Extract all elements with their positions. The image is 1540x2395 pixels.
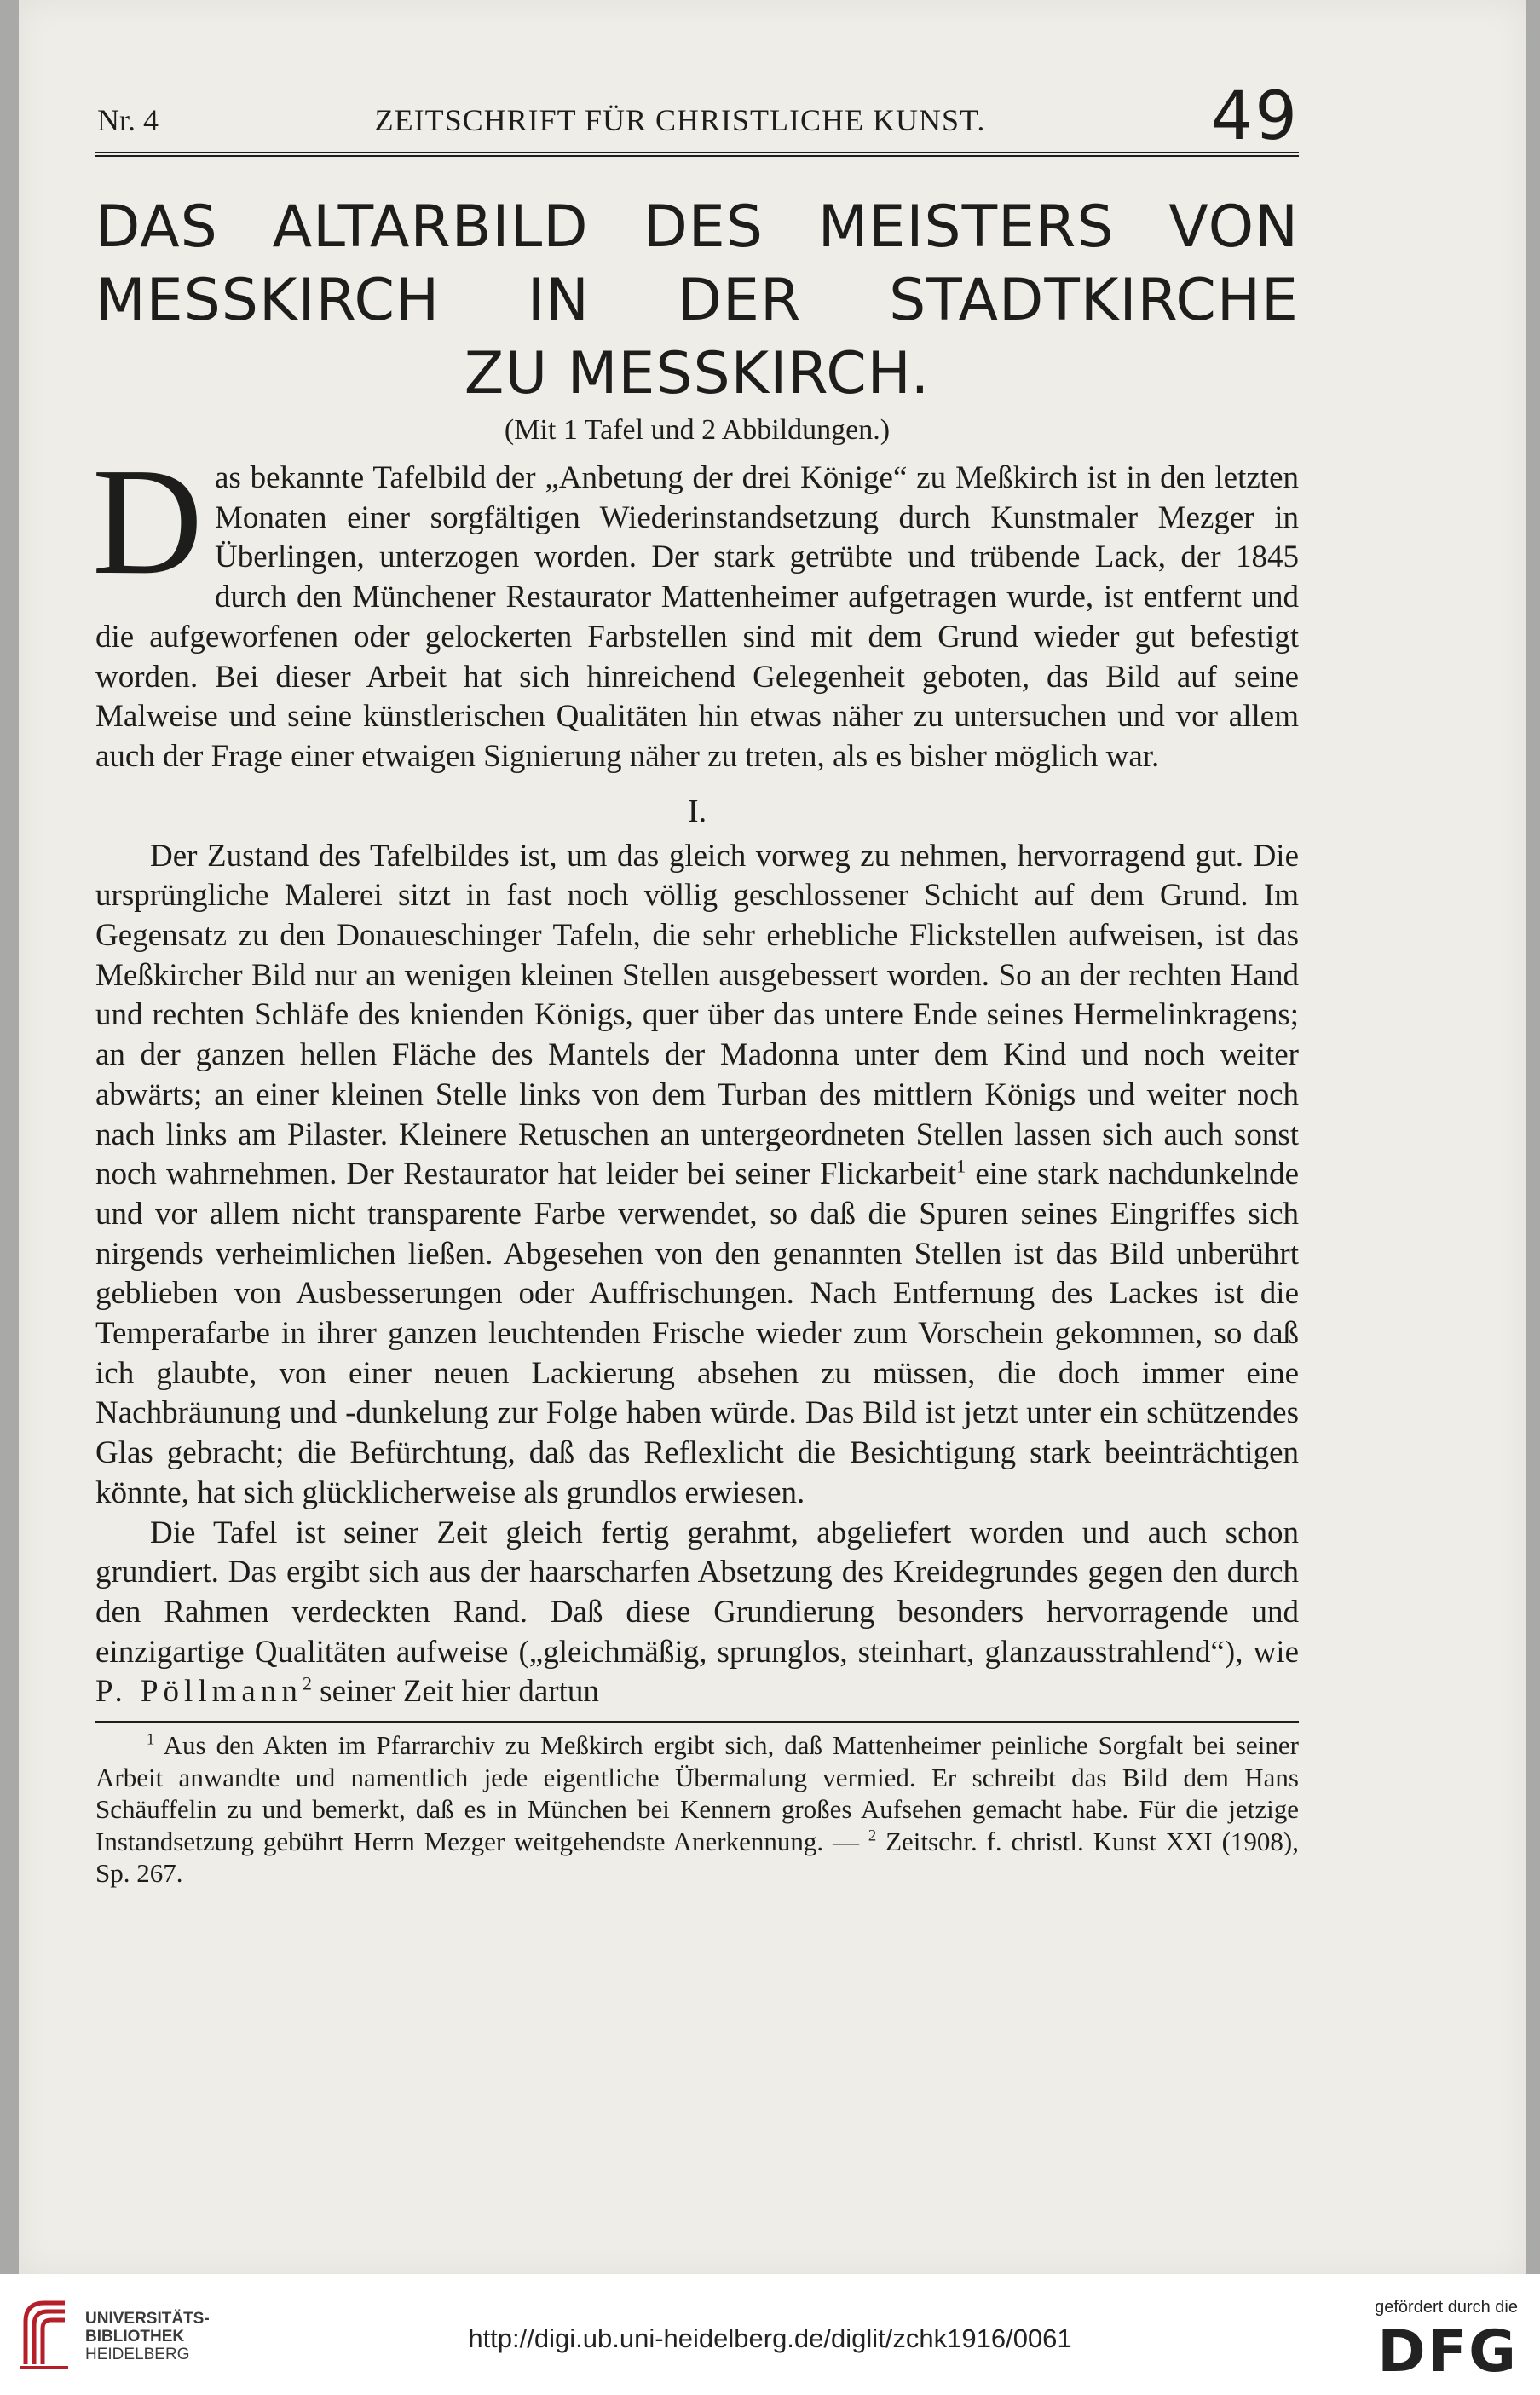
paragraph-ground-text-b: seiner Zeit hier dartun	[311, 1674, 599, 1710]
paragraph-intro-text: as bekannte Tafelbild der „Anbetung der drei Könige“ zu Meßkirch ist in den letzten Monaten einer sorgfältigen Wiederinstandsetzung durch Kunstmaler Mezger in Überlingen, unterzogen worden. Der stark getrübte und trübende Lack, der 1845 durch den Münchener Restaurator Mattenheimer aufgetragen wurde, ist entfernt und die aufgeworfenen oder gelockerten Farbstellen sind mit dem Grund wieder gut befestigt worden. Bei dieser Arbeit hat sich hinreichend Gelegenheit geboten, das Bild auf seine Malweise und seine künstlerischen Qualitäten hin etwas näher zu untersuchen und vor allem auch der Frage einer etwaigen Signierung näher zu treten, als es bisher möglich war.	[95, 460, 1299, 774]
paragraph-condition	[95, 837, 1299, 1514]
paragraph-ground-text-a: Die Tafel ist seiner Zeit gleich fertig gerahmt, abgeliefert worden und auch schon grundiert. Das ergibt sich aus der haarscharfen Absetzung des Kreidegrundes gegen den durch den Rahmen verdeckten Rand. Daß diese Grundierung besonders hervorragende und einzigartige Qualitäten aufweise („gleichmäßig, sprunglos, steinhart, glanzausstrahlend“), wie	[95, 1515, 1299, 1670]
funding-credit	[1375, 2298, 1518, 2386]
footnotes	[95, 1729, 1299, 1890]
funding-credit-text: gefördert durch die	[1375, 2298, 1518, 2317]
title-line-3: ZU MESSKIRCH.	[464, 340, 931, 407]
footnote-mark-1: 1	[147, 1730, 155, 1749]
drop-cap: D	[92, 436, 203, 606]
footnote-1-text: Aus den Akten im Pfarrarchiv zu Meßkirch ergibt sich, daß Mattenheimer peinliche Sorgfalt bei seiner Arbeit anwandte und namentlich jede eigentliche Übermalung vermied. Er schreibt das Bild dem Hans Schäuffelin zu und bemerkt, daß es in München bei Kennern großes Aufsehen gemacht habe. Für die jetzige Instandsetzung gebührt Herrn Mezger weitgehendste Anerkennung. —	[95, 1730, 1299, 1856]
footnote-ref-2: 2	[302, 1673, 312, 1695]
title-line-2: MESSKIRCH IN DER STADTKIRCHE	[95, 267, 1299, 334]
library-name-line-1: UNIVERSITÄTS-	[85, 2310, 210, 2328]
page-content	[92, 78, 1299, 1890]
journal-title: ZEITSCHRIFT FÜR CHRISTLICHE KUNST.	[374, 103, 986, 137]
section-heading: I.	[687, 793, 707, 829]
footnote-2-text: Zeitschr. f. christl. Kunst XXI (1908), Sp. 267.	[95, 1826, 1299, 1889]
article-subtitle: (Mit 1 Tafel und 2 Abbildungen.)	[504, 414, 891, 446]
page-number: 49	[1210, 78, 1299, 155]
scanned-page	[19, 0, 1526, 2274]
paragraph-intro	[92, 436, 1299, 777]
article-title	[95, 191, 1299, 411]
author-name-spaced: P. Pöllmann	[95, 1674, 303, 1710]
paragraph-ground	[95, 1514, 1299, 1713]
footnote-mark-2: 2	[868, 1827, 877, 1845]
running-head	[95, 78, 1299, 157]
issue-number: Nr. 4	[97, 103, 159, 137]
footnote-ref-1: 1	[956, 1155, 966, 1177]
title-line-1: DAS ALTARBILD DES MEISTERS VON	[95, 193, 1299, 261]
paragraph-condition-text-a: Der Zustand des Tafelbildes ist, um das gleich vorweg zu nehmen, hervorragend gut. Die ursprüngliche Malerei sitzt in fast noch völlig geschlossener Schicht auf dem Grund. Im Gegensatz zu den Donaueschinger Tafeln, die sehr erhebliche Flickstellen aufweisen, ist das Meßkircher Bild nur an wenigen kleinen Stellen ausgebessert worden. So an der rechten Hand und rechten Schläfe des knienden Königs, quer über das untere Ende seines Hermelinkragens; an der ganzen hellen Fläche des Mantels der Madonna unter dem Kind und noch weiter abwärts; an einer kleinen Stelle links von dem Turban des mittlern Königs und weiter noch nach links am Pilaster. Kleinere Retuschen an untergeordneten Stellen lassen sich auch sonst noch wahrnehmen. Der Restaurator hat leider bei seiner Flickarbeit	[95, 838, 1299, 1192]
library-name-line-3: HEIDELBERG	[85, 2346, 190, 2363]
library-name-line-2: BIBLIOTHEK	[85, 2328, 185, 2346]
footnote-divider	[95, 1721, 1299, 1723]
document-url-link[interactable]: http://digi.ub.uni-heidelberg.de/diglit/zchk1916/0061	[468, 2323, 1072, 2353]
dfg-logo: DFG	[1377, 2318, 1518, 2386]
viewer-footer	[0, 2274, 1540, 2395]
paragraph-condition-text-b: eine stark nachdunkelnde und vor allem nicht transparente Farbe verwendet, so daß die Spuren seines Eingriffes sich nirgends verheimlichen ließen. Abgesehen von den genannten Stellen ist das Bild unberührt geblieben von Ausbesserungen oder Auffrischungen. Nach Entfernung des Lackes ist die Temperafarbe in ihrer ganzen leuchtenden Frische wieder zum Vorschein gekommen, so daß ich glaubte, von einer neuen Lackierung absehen zu müssen, die doch immer eine Nachbräunung und -dunkelung zur Folge haben würde. Das Bild ist jetzt unter ein schützendes Glas gebracht; die Befürchtung, daß das Reflexlicht die Besichtigung stark beeinträchtigen könnte, hat sich glücklicherweise als grundlos erwiesen.	[95, 1157, 1299, 1510]
